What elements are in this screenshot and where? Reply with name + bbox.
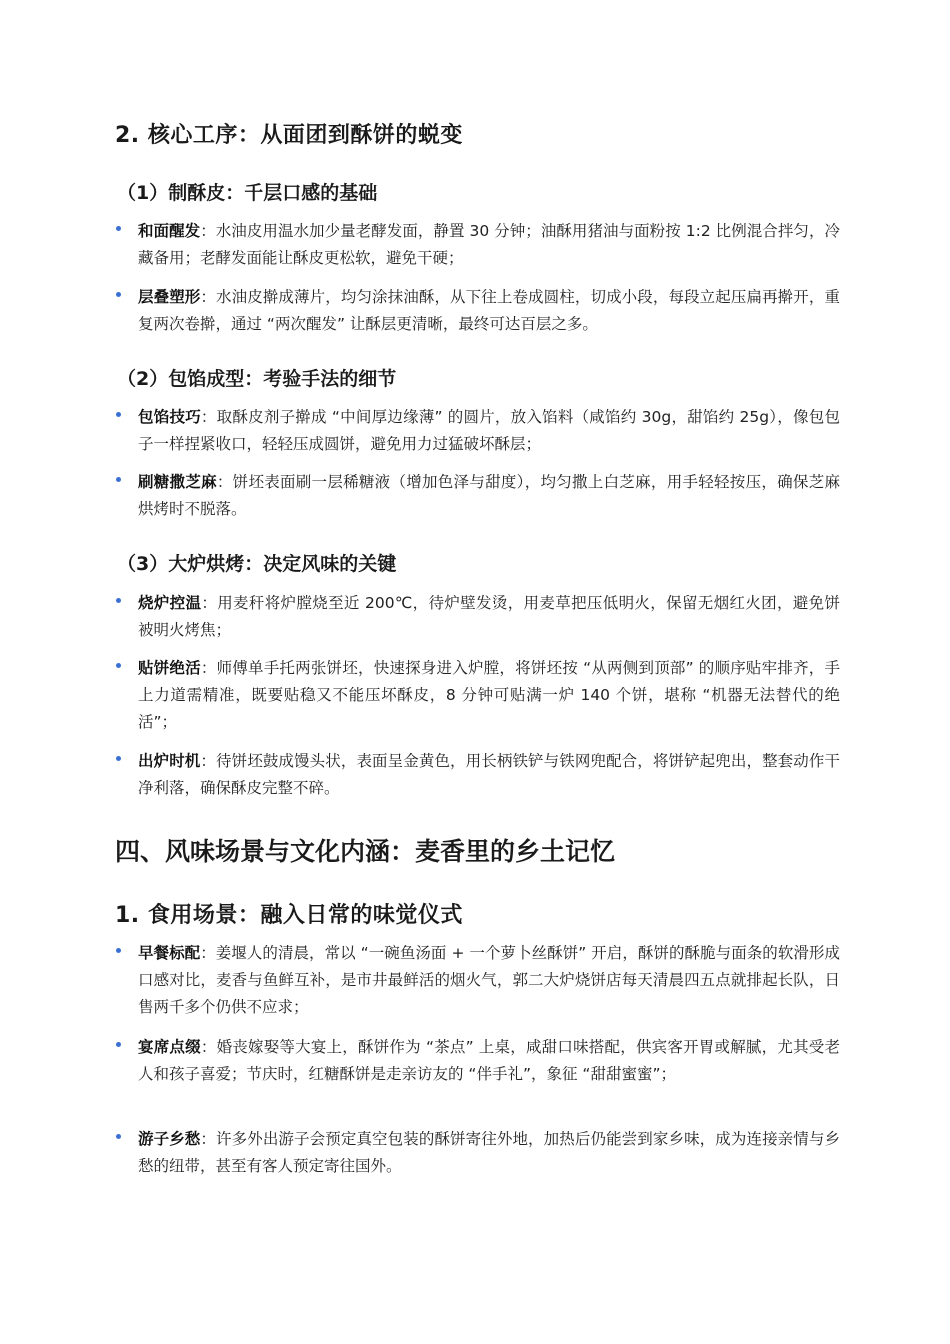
list-item	[115, 1126, 840, 1180]
list-item-text	[138, 284, 840, 338]
list-item-text	[138, 1126, 840, 1180]
list-item	[115, 940, 840, 1021]
bullet-icon	[116, 477, 121, 482]
section-culture-title: 四、风味场景与文化内涵：麦香里的乡土记忆	[115, 837, 616, 866]
item-label: 包馅技巧	[138, 408, 201, 426]
section-core-title: 2. 核心工序：从面团到酥饼的蜕变	[115, 123, 463, 148]
item-body: ：水油皮用温水加少量老酵发面，静置 30 分钟；油酥用猪油与面粉按 1:2 比例混合拌匀，冷藏备用；老酵发面能让酥皮更松软，避免干硬；	[138, 222, 840, 267]
item-body: ：师傅单手托两张饼坯，快速探身进入炉膛，将饼坯按 “从两侧到顶部” 的顺序贴牢排齐，手上力道需精准，既要贴稳又不能压坏酥皮，8 分钟可贴满一炉 140 个饼，堪称 “机器无法替代的绝活”；	[138, 659, 840, 731]
list-item	[115, 748, 840, 802]
list-item-text	[138, 590, 840, 644]
item-label: 刷糖撒芝麻	[138, 473, 217, 491]
item-body: ：许多外出游子会预定真空包装的酥饼寄往外地，加热后仍能尝到家乡味，成为连接亲情与乡愁的纽带，甚至有客人预定寄往国外。	[138, 1130, 840, 1175]
list-item-text	[138, 218, 840, 272]
bullet-icon	[116, 598, 121, 603]
sub1-title: （1）制酥皮：千层口感的基础	[117, 182, 378, 204]
item-label: 游子乡愁	[138, 1130, 201, 1148]
item-label: 出炉时机	[138, 752, 201, 770]
list-item	[115, 404, 840, 458]
item-label: 层叠塑形	[138, 288, 201, 306]
bullet-icon	[116, 756, 121, 761]
culture-sub1-title: 1. 食用场景：融入日常的味觉仪式	[115, 903, 463, 928]
item-label: 和面醒发	[138, 222, 201, 240]
item-body: ：用麦秆将炉膛烧至近 200℃，待炉壁发烫，用麦草把压低明火，保留无烟红火团，避免饼被明火烤焦；	[138, 594, 840, 639]
item-body: ：饼坯表面刷一层稀糖液（增加色泽与甜度），均匀撒上白芝麻，用手轻轻按压，确保芝麻烘烤时不脱落。	[138, 473, 840, 518]
sub3-title: （3）大炉烘烤：决定风味的关键	[117, 553, 397, 575]
item-body: ：取酥皮剂子擀成 “中间厚边缘薄” 的圆片，放入馅料（咸馅约 30g，甜馅约 25g），像包包子一样捏紧收口，轻轻压成圆饼，避免用力过猛破坏酥层；	[138, 408, 840, 453]
item-label: 烧炉控温	[138, 594, 202, 612]
bullet-icon	[116, 292, 121, 297]
item-body: ：姜堰人的清晨，常以 “一碗鱼汤面 + 一个萝卜丝酥饼” 开启，酥饼的酥脆与面条的软滑形成口感对比，麦香与鱼鲜互补，是市井最鲜活的烟火气，郭二大炉烧饼店每天清晨四五点就排起长队，日售两千多个仍供不应求；	[138, 944, 840, 1016]
bullet-icon	[116, 1042, 121, 1047]
item-label: 贴饼绝活	[138, 659, 201, 677]
bullet-icon	[116, 412, 121, 417]
item-body: ：待饼坯鼓成馒头状，表面呈金黄色，用长柄铁铲与铁网兜配合，将饼铲起兜出，整套动作干净利落，确保酥皮完整不碎。	[138, 752, 840, 797]
list-item	[115, 469, 840, 523]
list-item	[115, 1034, 840, 1088]
list-item-text	[138, 1034, 840, 1088]
list-item	[115, 655, 840, 736]
bullet-icon	[116, 663, 121, 668]
list-item-text	[138, 469, 840, 523]
item-label: 宴席点缀	[138, 1038, 201, 1056]
list-item-text	[138, 655, 840, 736]
bullet-icon	[116, 948, 121, 953]
list-item-text	[138, 748, 840, 802]
sub2-title: （2）包馅成型：考验手法的细节	[117, 368, 397, 390]
bullet-icon	[116, 226, 121, 231]
item-body: ：水油皮擀成薄片，均匀涂抹油酥，从下往上卷成圆柱，切成小段，每段立起压扁再擀开，重复两次卷擀，通过 “两次醒发” 让酥层更清晰，最终可达百层之多。	[138, 288, 840, 333]
list-item	[115, 284, 840, 338]
list-item	[115, 590, 840, 644]
item-label: 早餐标配	[138, 944, 201, 962]
bullet-icon	[116, 1134, 121, 1139]
list-item	[115, 218, 840, 272]
list-item-text	[138, 404, 840, 458]
list-item-text	[138, 940, 840, 1021]
item-body: ：婚丧嫁娶等大宴上，酥饼作为 “茶点” 上桌，咸甜口味搭配，供宾客开胃或解腻，尤其受老人和孩子喜爱；节庆时，红糖酥饼是走亲访友的 “伴手礼”，象征 “甜甜蜜蜜”；	[138, 1038, 840, 1083]
